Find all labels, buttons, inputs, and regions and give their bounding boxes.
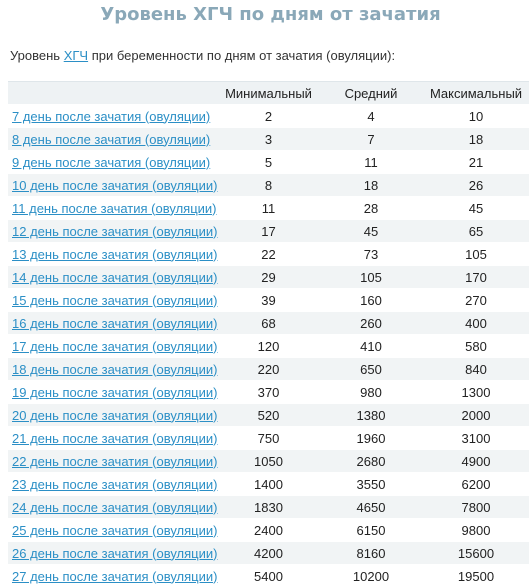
header-min: Минимальный [218, 82, 319, 105]
avg-value-cell: 260 [319, 312, 423, 335]
avg-value-cell: 1960 [319, 427, 423, 450]
day-link[interactable]: 8 день после зачатия (овуляции) [12, 131, 211, 147]
table-row [8, 381, 529, 404]
min-value-cell: 2400 [218, 519, 319, 542]
min-value-cell: 39 [218, 289, 319, 312]
day-link[interactable]: 27 день после зачатия (овуляции) [12, 568, 218, 584]
max-value-cell: 4900 [423, 450, 529, 473]
min-value-cell: 11 [218, 197, 319, 220]
table-row [8, 289, 529, 312]
max-value-cell: 26 [423, 174, 529, 197]
max-value-cell: 400 [423, 312, 529, 335]
day-cell [8, 151, 218, 174]
day-cell [8, 381, 218, 404]
day-link[interactable]: 11 день после зачатия (овуляции) [12, 200, 217, 216]
min-value-cell: 68 [218, 312, 319, 335]
day-cell [8, 289, 218, 312]
avg-value-cell: 1380 [319, 404, 423, 427]
hcg-link[interactable]: ХГЧ [63, 48, 89, 63]
day-link[interactable]: 16 день после зачатия (овуляции) [12, 315, 218, 331]
max-value-cell: 580 [423, 335, 529, 358]
day-cell [8, 496, 218, 519]
table-row [8, 335, 529, 358]
table-row [8, 105, 529, 128]
day-cell [8, 404, 218, 427]
min-value-cell: 370 [218, 381, 319, 404]
max-value-cell: 270 [423, 289, 529, 312]
day-cell [8, 335, 218, 358]
min-value-cell: 3 [218, 128, 319, 151]
min-value-cell: 29 [218, 266, 319, 289]
table-row [8, 174, 529, 197]
avg-value-cell: 105 [319, 266, 423, 289]
day-cell [8, 542, 218, 565]
max-value-cell: 105 [423, 243, 529, 266]
day-link[interactable]: 20 день после зачатия (овуляции) [12, 407, 218, 423]
min-value-cell: 2 [218, 105, 319, 128]
header-day [8, 82, 218, 105]
avg-value-cell: 3550 [319, 473, 423, 496]
avg-value-cell: 980 [319, 381, 423, 404]
avg-value-cell: 650 [319, 358, 423, 381]
day-link[interactable]: 19 день после зачатия (овуляции) [12, 384, 218, 400]
day-cell [8, 565, 218, 588]
day-cell [8, 243, 218, 266]
avg-value-cell: 10200 [319, 565, 423, 588]
avg-value-cell: 28 [319, 197, 423, 220]
avg-value-cell: 160 [319, 289, 423, 312]
day-cell [8, 427, 218, 450]
day-link[interactable]: 17 день после зачатия (овуляции) [12, 338, 218, 354]
day-link[interactable]: 22 день после зачатия (овуляции) [12, 453, 218, 469]
day-link[interactable]: 13 день после зачатия (овуляции) [12, 246, 218, 262]
intro-after: при беременности по дням от зачатия (овуляции): [88, 48, 396, 63]
day-link[interactable]: 10 день после зачатия (овуляции) [12, 177, 218, 193]
day-link[interactable]: 25 день после зачатия (овуляции) [12, 522, 218, 538]
avg-value-cell: 8160 [319, 542, 423, 565]
day-cell [8, 105, 218, 128]
table-row [8, 266, 529, 289]
day-cell [8, 266, 218, 289]
max-value-cell: 45 [423, 197, 529, 220]
table-row [8, 427, 529, 450]
day-link[interactable]: 26 день после зачатия (овуляции) [12, 545, 218, 561]
day-link[interactable]: 15 день после зачатия (овуляции) [12, 292, 218, 308]
max-value-cell: 3100 [423, 427, 529, 450]
table-row [8, 542, 529, 565]
intro-before: Уровень [10, 48, 64, 63]
min-value-cell: 1830 [218, 496, 319, 519]
table-row [8, 473, 529, 496]
day-cell [8, 473, 218, 496]
table-header-row [8, 82, 529, 105]
header-max: Максимальный [423, 82, 529, 105]
day-link[interactable]: 7 день после зачатия (овуляции) [12, 108, 211, 124]
min-value-cell: 220 [218, 358, 319, 381]
min-value-cell: 520 [218, 404, 319, 427]
avg-value-cell: 6150 [319, 519, 423, 542]
avg-value-cell: 4650 [319, 496, 423, 519]
min-value-cell: 5 [218, 151, 319, 174]
max-value-cell: 15600 [423, 542, 529, 565]
day-link[interactable]: 9 день после зачатия (овуляции) [12, 154, 211, 170]
table-row [8, 496, 529, 519]
table-row [8, 243, 529, 266]
min-value-cell: 4200 [218, 542, 319, 565]
max-value-cell: 1300 [423, 381, 529, 404]
day-link[interactable]: 21 день после зачатия (овуляции) [12, 430, 218, 446]
table-row [8, 565, 529, 588]
page-title: Уровень ХГЧ по дням от зачатия [100, 4, 441, 25]
table-row [8, 312, 529, 335]
day-link[interactable]: 14 день после зачатия (овуляции) [12, 269, 218, 285]
max-value-cell: 21 [423, 151, 529, 174]
max-value-cell: 9800 [423, 519, 529, 542]
avg-value-cell: 4 [319, 105, 423, 128]
min-value-cell: 5400 [218, 565, 319, 588]
max-value-cell: 840 [423, 358, 529, 381]
min-value-cell: 8 [218, 174, 319, 197]
avg-value-cell: 7 [319, 128, 423, 151]
max-value-cell: 7800 [423, 496, 529, 519]
intro-text [10, 48, 395, 63]
hcg-table [8, 81, 529, 588]
table-row [8, 519, 529, 542]
min-value-cell: 1400 [218, 473, 319, 496]
max-value-cell: 6200 [423, 473, 529, 496]
day-cell [8, 174, 218, 197]
min-value-cell: 120 [218, 335, 319, 358]
day-link[interactable]: 18 день после зачатия (овуляции) [12, 361, 218, 377]
table-row [8, 151, 529, 174]
day-cell [8, 519, 218, 542]
day-cell [8, 312, 218, 335]
avg-value-cell: 73 [319, 243, 423, 266]
max-value-cell: 2000 [423, 404, 529, 427]
header-avg: Средний [319, 82, 423, 105]
day-cell [8, 220, 218, 243]
min-value-cell: 1050 [218, 450, 319, 473]
min-value-cell: 750 [218, 427, 319, 450]
day-cell [8, 128, 218, 151]
table-row [8, 358, 529, 381]
day-link[interactable]: 12 день после зачатия (овуляции) [12, 223, 218, 239]
min-value-cell: 22 [218, 243, 319, 266]
max-value-cell: 10 [423, 105, 529, 128]
max-value-cell: 65 [423, 220, 529, 243]
day-link[interactable]: 24 день после зачатия (овуляции) [12, 499, 218, 515]
table-row [8, 197, 529, 220]
min-value-cell: 17 [218, 220, 319, 243]
avg-value-cell: 18 [319, 174, 423, 197]
table-row [8, 404, 529, 427]
day-cell [8, 450, 218, 473]
max-value-cell: 18 [423, 128, 529, 151]
table-row [8, 220, 529, 243]
avg-value-cell: 45 [319, 220, 423, 243]
day-link[interactable]: 23 день после зачатия (овуляции) [12, 476, 218, 492]
avg-value-cell: 410 [319, 335, 423, 358]
table-row [8, 128, 529, 151]
max-value-cell: 19500 [423, 565, 529, 588]
max-value-cell: 170 [423, 266, 529, 289]
day-cell [8, 197, 218, 220]
avg-value-cell: 2680 [319, 450, 423, 473]
day-cell [8, 358, 218, 381]
table-row [8, 450, 529, 473]
avg-value-cell: 11 [319, 151, 423, 174]
